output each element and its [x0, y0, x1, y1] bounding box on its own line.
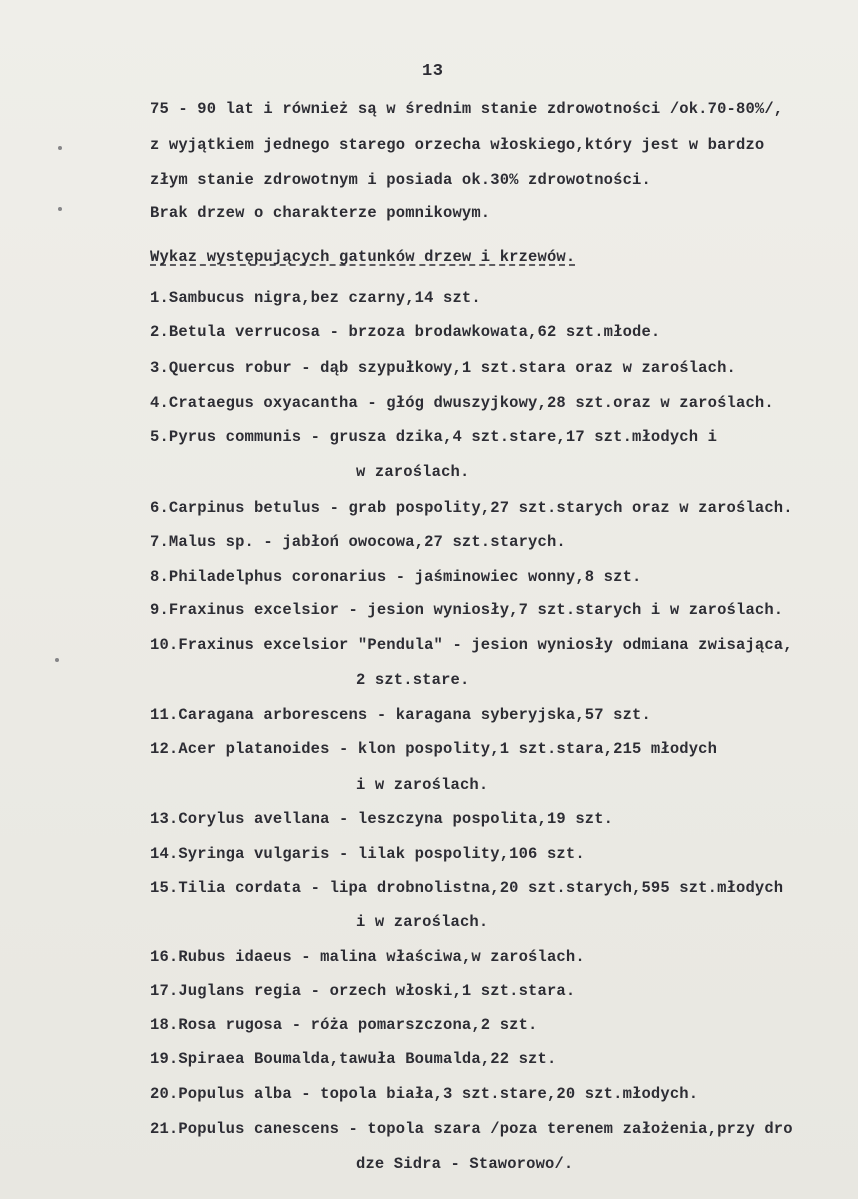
- list-item-continuation: 2 szt.stare.: [356, 671, 470, 689]
- list-item-continuation: dze Sidra - Staworowo/.: [356, 1155, 574, 1173]
- list-item: 20.Populus alba - topola biała,3 szt.stare,20 szt.młodych.: [150, 1085, 699, 1103]
- list-item: 1.Sambucus nigra,bez czarny,14 szt.: [150, 289, 481, 307]
- list-item-continuation: w zaroślach.: [356, 463, 470, 481]
- list-item: 9.Fraxinus excelsior - jesion wyniosły,7 szt.starych i w zaroślach.: [150, 601, 784, 619]
- list-item: 3.Quercus robur - dąb szypułkowy,1 szt.stara oraz w zaroślach.: [150, 359, 736, 377]
- list-item: 6.Carpinus betulus - grab pospolity,27 szt.starych oraz w zaroślach.: [150, 499, 793, 517]
- intro-line: z wyjątkiem jednego starego orzecha włoskiego,który jest w bardzo: [150, 136, 765, 154]
- punch-mark: [55, 658, 59, 662]
- list-item: 4.Crataegus oxyacantha - głóg dwuszyjkowy,28 szt.oraz w zaroślach.: [150, 394, 774, 412]
- list-item: 21.Populus canescens - topola szara /poza terenem założenia,przy dro: [150, 1120, 793, 1138]
- list-item-continuation: i w zaroślach.: [356, 776, 489, 794]
- list-item: 11.Caragana arborescens - karagana syberyjska,57 szt.: [150, 706, 651, 724]
- list-item: 17.Juglans regia - orzech włoski,1 szt.stara.: [150, 982, 576, 1000]
- list-item: 16.Rubus idaeus - malina właściwa,w zaroślach.: [150, 948, 585, 966]
- list-item: 13.Corylus avellana - leszczyna pospolita,19 szt.: [150, 810, 614, 828]
- punch-mark: [58, 146, 62, 150]
- list-item: 2.Betula verrucosa - brzoza brodawkowata,62 szt.młode.: [150, 323, 661, 341]
- list-item: 12.Acer platanoides - klon pospolity,1 szt.stara,215 młodych: [150, 740, 718, 758]
- intro-line: Brak drzew o charakterze pomnikowym.: [150, 204, 491, 222]
- intro-line: złym stanie zdrowotnym i posiada ok.30% zdrowotności.: [150, 171, 651, 189]
- list-item: 5.Pyrus communis - grusza dzika,4 szt.stare,17 szt.młodych i: [150, 428, 718, 446]
- list-item: 10.Fraxinus excelsior "Pendula" - jesion wyniosły odmiana zwisająca,: [150, 636, 793, 654]
- species-list-heading: Wykaz występujących gatunków drzew i krzewów.: [150, 248, 576, 266]
- list-item: 14.Syringa vulgaris - lilak pospolity,106 szt.: [150, 845, 585, 863]
- list-item: 15.Tilia cordata - lipa drobnolistna,20 szt.starych,595 szt.młodych: [150, 879, 784, 897]
- intro-line: 75 - 90 lat i również są w średnim stanie zdrowotności /ok.70-80%/,: [150, 100, 784, 118]
- list-item-continuation: i w zaroślach.: [356, 913, 489, 931]
- list-item: 19.Spiraea Boumalda,tawuła Boumalda,22 szt.: [150, 1050, 557, 1068]
- list-item: 7.Malus sp. - jabłoń owocowa,27 szt.starych.: [150, 533, 566, 551]
- page-number: 13: [422, 62, 444, 81]
- punch-mark: [58, 207, 62, 211]
- list-item: 8.Philadelphus coronarius - jaśminowiec wonny,8 szt.: [150, 568, 642, 586]
- list-item: 18.Rosa rugosa - róża pomarszczona,2 szt.: [150, 1016, 538, 1034]
